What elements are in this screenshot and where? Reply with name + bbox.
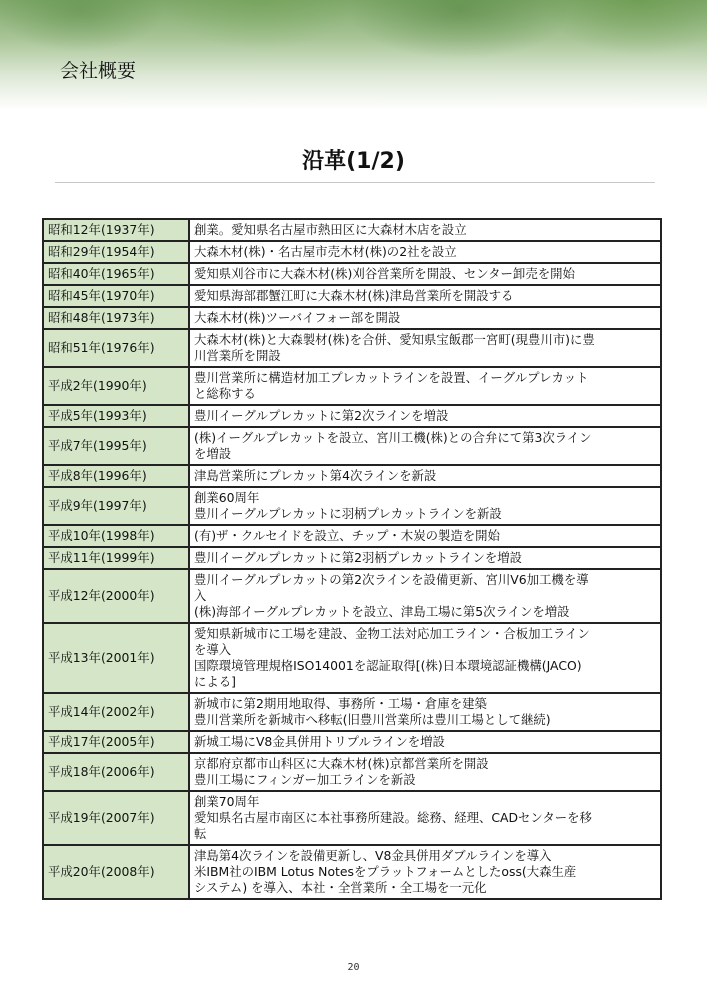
history-event-line: 豊川イーグルプレカットの第2次ラインを設備更新、宮川V6加工機を導 <box>194 572 589 587</box>
history-table <box>42 218 662 900</box>
history-year: 昭和12年(1937年) <box>43 219 189 241</box>
history-event-line: 豊川イーグルプレカットに羽柄プレカットラインを新設 <box>194 506 502 521</box>
history-year: 昭和40年(1965年) <box>43 263 189 285</box>
history-row <box>43 405 661 427</box>
history-event <box>189 547 661 569</box>
history-row <box>43 623 661 693</box>
history-row <box>43 753 661 791</box>
history-event-line: 川営業所を開設 <box>194 348 281 363</box>
history-row <box>43 487 661 525</box>
history-row <box>43 845 661 899</box>
history-year: 平成12年(2000年) <box>43 569 189 623</box>
history-event <box>189 329 661 367</box>
history-year: 平成11年(1999年) <box>43 547 189 569</box>
history-event-line: を増設 <box>194 446 232 461</box>
history-row <box>43 547 661 569</box>
history-year: 平成2年(1990年) <box>43 367 189 405</box>
history-year: 平成19年(2007年) <box>43 791 189 845</box>
history-event-line: 豊川イーグルプレカットに第2羽柄プレカットラインを増設 <box>194 550 523 565</box>
history-event-line: 転 <box>194 826 207 841</box>
history-event <box>189 791 661 845</box>
history-event-line: (有)ザ・クルセイドを設立、チップ・木炭の製造を開始 <box>194 528 500 543</box>
history-year: 平成17年(2005年) <box>43 731 189 753</box>
history-event <box>189 525 661 547</box>
history-row <box>43 329 661 367</box>
history-event <box>189 427 661 465</box>
history-year: 昭和45年(1970年) <box>43 285 189 307</box>
history-row <box>43 791 661 845</box>
history-year: 平成7年(1995年) <box>43 427 189 465</box>
history-row <box>43 693 661 731</box>
history-row <box>43 731 661 753</box>
history-event-line: 愛知県海部郡蟹江町に大森木材(株)津島営業所を開設する <box>194 288 514 303</box>
history-event-line: 津島第4次ラインを設備更新し、V8金具併用ダブルラインを導入 <box>194 848 552 863</box>
history-year: 昭和48年(1973年) <box>43 307 189 329</box>
history-event-line: 愛知県刈谷市に大森木材(株)刈谷営業所を開設、センター卸売を開始 <box>194 266 575 281</box>
history-row <box>43 569 661 623</box>
history-event <box>189 405 661 427</box>
history-event-line: 京都府京都市山科区に大森木材(株)京都営業所を開設 <box>194 756 489 771</box>
history-row <box>43 525 661 547</box>
history-event-line: 創業70周年 <box>194 794 260 809</box>
history-event <box>189 263 661 285</box>
history-event <box>189 367 661 405</box>
history-event-line: 大森木材(株)・名古屋市売木材(株)の2社を設立 <box>194 244 457 259</box>
history-event <box>189 285 661 307</box>
history-year: 平成5年(1993年) <box>43 405 189 427</box>
history-year: 平成14年(2002年) <box>43 693 189 731</box>
history-row <box>43 285 661 307</box>
history-event-line: 新城市に第2期用地取得、事務所・工場・倉庫を建築 <box>194 696 487 711</box>
page-title: 沿革(1/2) <box>302 149 405 174</box>
history-event <box>189 731 661 753</box>
page-number: 20 <box>347 962 360 973</box>
history-event-line: 新城工場にV8金具併用トリプルラインを増設 <box>194 734 445 749</box>
history-event <box>189 753 661 791</box>
history-event <box>189 241 661 263</box>
history-event-line: 入 <box>194 588 207 603</box>
history-row <box>43 263 661 285</box>
history-event-line: 国際環境管理規格ISO14001を認証取得[(株)日本環境認証機構(JACO) <box>194 658 582 673</box>
history-year: 平成18年(2006年) <box>43 753 189 791</box>
history-event-line: 創業60周年 <box>194 490 260 505</box>
history-year: 平成20年(2008年) <box>43 845 189 899</box>
history-year: 平成13年(2001年) <box>43 623 189 693</box>
history-year: 昭和29年(1954年) <box>43 241 189 263</box>
history-event <box>189 465 661 487</box>
history-event <box>189 307 661 329</box>
history-row <box>43 307 661 329</box>
history-event-line: による] <box>194 674 237 689</box>
history-year: 平成9年(1997年) <box>43 487 189 525</box>
history-year: 平成10年(1998年) <box>43 525 189 547</box>
history-event-line: 愛知県新城市に工場を建設、金物工法対応加工ライン・合板加工ライン <box>194 626 590 641</box>
history-row <box>43 219 661 241</box>
history-event-line: 豊川営業所に構造材加工プレカットラインを設置、イーグルプレカット <box>194 370 589 385</box>
title-divider <box>55 182 655 183</box>
history-event-line: を導入 <box>194 642 232 657</box>
history-event <box>189 487 661 525</box>
history-event-line: (株)海部イーグルプレカットを設立、津島工場に第5次ラインを増設 <box>194 604 570 619</box>
history-event-line: 大森木材(株)ツーバイフォー部を開設 <box>194 310 401 325</box>
history-row <box>43 427 661 465</box>
history-row <box>43 465 661 487</box>
history-year: 昭和51年(1976年) <box>43 329 189 367</box>
history-event-line: システム) を導入、本社・全営業所・全工場を一元化 <box>194 880 487 895</box>
history-row <box>43 241 661 263</box>
history-year: 平成8年(1996年) <box>43 465 189 487</box>
history-event-line: 豊川イーグルプレカットに第2次ラインを増設 <box>194 408 449 423</box>
history-event-line: と総称する <box>194 386 256 401</box>
history-event <box>189 845 661 899</box>
history-event-line: 豊川営業所を新城市へ移転(旧豊川営業所は豊川工場として継続) <box>194 712 551 727</box>
history-event-line: 愛知県名古屋市南区に本社事務所建設。総務、経理、CADセンターを移 <box>194 810 592 825</box>
history-event-line: 米IBM社のIBM Lotus Notesをプラットフォームとしたoss(大森生産 <box>194 864 577 879</box>
history-event-line: 大森木材(株)と大森製材(株)を合併、愛知県宝飯郡一宮町(現豊川市)に豊 <box>194 332 595 347</box>
history-event-line: 津島営業所にプレカット第4次ラインを新設 <box>194 468 437 483</box>
history-event <box>189 623 661 693</box>
history-event-line: 豊川工場にフィンガー加工ラインを新設 <box>194 772 416 787</box>
history-event <box>189 693 661 731</box>
history-event-line: (株)イーグルプレカットを設立、宮川工機(株)との合弁にて第3次ライン <box>194 430 592 445</box>
history-row <box>43 367 661 405</box>
section-title: 会社概要 <box>60 60 137 82</box>
history-event-line: 創業。愛知県名古屋市熱田区に大森材木店を設立 <box>194 222 467 237</box>
history-event <box>189 569 661 623</box>
history-event <box>189 219 661 241</box>
header-banner <box>0 0 707 110</box>
history-table-body <box>43 219 661 899</box>
